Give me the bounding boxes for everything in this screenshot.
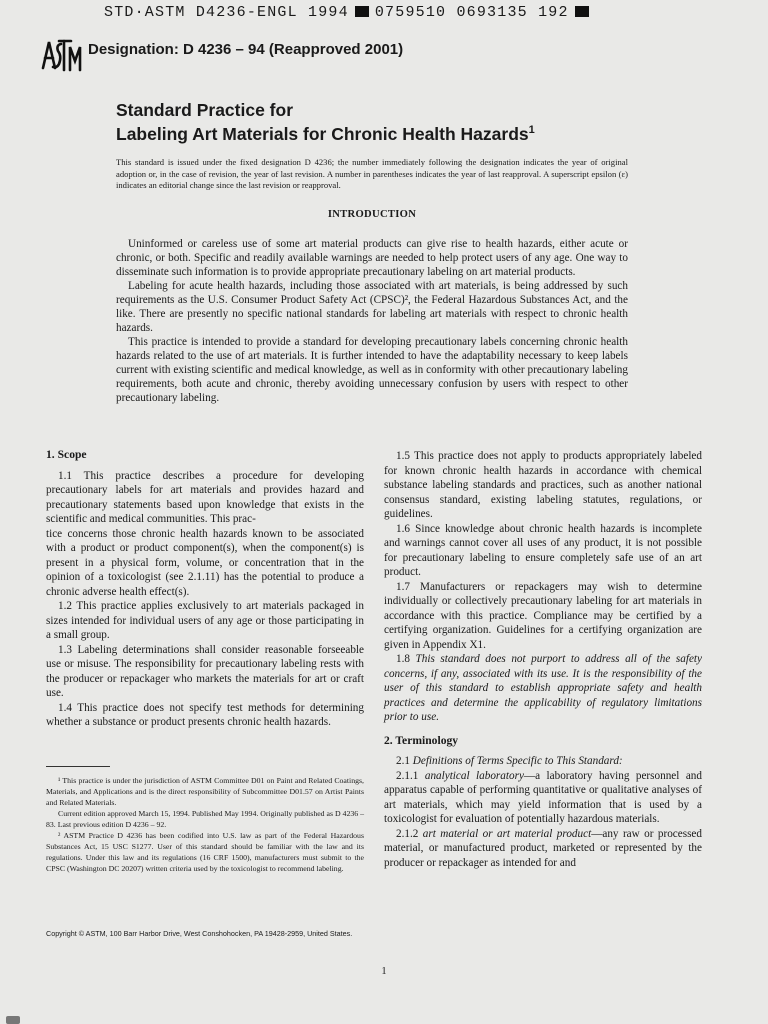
right-column — [384, 449, 702, 870]
section-number: 2.1 — [396, 755, 410, 767]
footnote-divider — [46, 766, 110, 767]
header-code-numbers: 0759510 0693135 192 — [374, 4, 569, 21]
section-number: 2.1.1 — [396, 769, 419, 782]
section-number: 2.1.2 — [396, 827, 419, 840]
title-main: Labeling Art Materials for Chronic Health Hazards — [116, 123, 529, 144]
section-2-1 — [384, 754, 702, 769]
section-1-5: 1.5 This practice does not apply to products appropriately labeled for known chronic health hazards in accordance with chemical substance labeling standards and practices, such as another national consensus standard, existing labeling statutes, regulations, or guidelines. — [384, 450, 702, 520]
introduction-body — [116, 237, 628, 405]
header-code-text: STD·ASTM D4236-ENGL 1994 — [104, 4, 349, 21]
section-1-4: 1.4 This practice does not specify test methods for determining whether a substance or product presents chronic health hazards. — [46, 701, 364, 728]
title-line-1: Standard Practice for — [116, 100, 293, 120]
section-1-1-continued: tice concerns those chronic health hazards known to be associated with a product or product component(s), when the component(s) is present in a physical form, volume, or concentration that in the opinion of a toxicologist (see 2.1.11) has the potential to produce a chronic adverse health effect(s). — [46, 527, 364, 598]
section-1-2: 1.2 This practice applies exclusively to art materials packaged in sizes intended for individual users of any age or those participating in a small group. — [46, 600, 364, 641]
section-1-8-text: This standard does not purport to address all of the safety concerns, if any, associated with its use. It is the responsibility of the user of this standard to establish appropriate safety and health practices and determine the applicability of regulatory limitations prior to use. — [384, 653, 702, 723]
document-header-code — [104, 4, 595, 21]
scope-heading: 1. Scope — [46, 448, 87, 461]
section-1-6: 1.6 Since knowledge about chronic health hazards is incomplete and warnings cannot cover all uses of any product, it is not possible for precautionary labeling to ensure completely safe use of an art product. — [384, 522, 702, 578]
section-1-8 — [384, 652, 702, 725]
terminology-heading: 2. Terminology — [384, 733, 459, 747]
footnote-1-edition: Current edition approved March 15, 1994. Published May 1994. Originally published as D 4236 – 83. Last previous edition D 4236 – 92. — [46, 809, 364, 829]
introduction-heading: INTRODUCTION — [327, 209, 417, 220]
defined-term: art material or art material product — [422, 827, 592, 840]
barcode-block — [575, 6, 589, 17]
footnote-2: ² ASTM Practice D 4236 has been codified into U.S. law as part of the Federal Hazardous Substances Act, 15 USC S1277. User of this standard should be familiar with the law and its regulations. Under this law and its regulations (16 CRF 1500), manufacturers must submit to the CPSC (Washington DC 20207) written criteria used by the toxicologist to recommend labeling. — [46, 831, 364, 873]
issuance-notice: This standard is issued under the fixed designation D 4236; the number immediately following the designation indicates the year of original adoption or, in the case of revision, the year of last revision. A number in parentheses indicates the year of last reapproval. A superscript epsilon (ε) indicates an editorial change since the last revision or reapproval. — [116, 157, 628, 190]
scan-artifact — [6, 1016, 20, 1024]
barcode-block — [355, 6, 369, 17]
intro-paragraph: Labeling for acute health hazards, including those associated with art materials, is being addressed by such requirements as the U.S. Consumer Product Safety Act (CPSC)², the Federal Hazardous Substances Act, and the like. There are presently no specific national standards for labeling art materials with respect to chronic health hazards. — [116, 280, 628, 334]
title-line-2 — [116, 120, 535, 144]
left-column — [46, 448, 364, 730]
section-number: 1.8 — [396, 653, 410, 665]
section-2-1-1 — [384, 769, 702, 827]
astm-logo — [40, 37, 82, 73]
definition-text: —a laboratory having personnel and apparatus capable of performing quantitative or qualitative analyses of art materials, which may yield information that is used by a toxicologist for evaluation of potentially hazardous materials. — [384, 769, 702, 825]
page-number: 1 — [381, 966, 387, 977]
footnote-1: ¹ This practice is under the jurisdiction of ASTM Committee D01 on Paint and Related Coatings, Materials, and Applications and is the direct responsibility of Subcommittee D01.57 on Artist Paints and Related Materials. — [46, 776, 364, 807]
section-2-1-text: Definitions of Terms Specific to This Standard: — [412, 755, 623, 767]
intro-paragraph: This practice is intended to provide a standard for developing precautionary labels concerning chronic health hazards related to the use of art materials. It is further intended to have the adaptability necessary to keep labels current with existing scientific and medical knowledge, as well as in conformity with other precautionary labeling requirements, both acute and chronic, thereby avoiding unnecessary confusion by users with respect to other precautionary labeling. — [116, 336, 628, 404]
section-1-3: 1.3 Labeling determinations shall consider reasonable forseeable use or misuse. The responsibility for precautionary labeling rests with the producer or repackager who markets the materials for art or craft use. — [46, 643, 364, 699]
title-footnote-marker: 1 — [528, 124, 535, 136]
defined-term: analytical laboratory — [424, 769, 524, 782]
section-2-1-2 — [384, 827, 702, 871]
intro-paragraph: Uninformed or careless use of some art material products can give rise to health hazards, either acute or chronic, or both. Specific and readily available warnings are needed to help protect users of any age. One way to disseminate such information is to provide appropriate precautionary labeling on art material products. — [116, 238, 628, 278]
designation: Designation: D 4236 – 94 (Reapproved 2001) — [88, 41, 404, 58]
document-title — [116, 100, 535, 144]
section-1-7: 1.7 Manufacturers or repackagers may wish to determine individually or collectively precautionary labeling for art materials in accordance with this practice. Compliance may be certified by a certifying organization. Guidelines for a certifying organization are given in Appendix X1. — [384, 580, 702, 651]
definition-text: —any raw or processed material, or manufactured product, marketed or represented by the producer or repackager as intended for and — [384, 827, 702, 869]
section-1-1: 1.1 This practice describes a procedure for developing precautionary labels for art materials and provides hazard and precautionary statements based upon knowledge that exists in the scientific and medical communities. This prac- — [46, 469, 364, 525]
footnotes — [46, 775, 364, 874]
copyright-line: Copyright © ASTM, 100 Barr Harbor Drive, West Conshohocken, PA 19428-2959, United States. — [46, 929, 353, 938]
